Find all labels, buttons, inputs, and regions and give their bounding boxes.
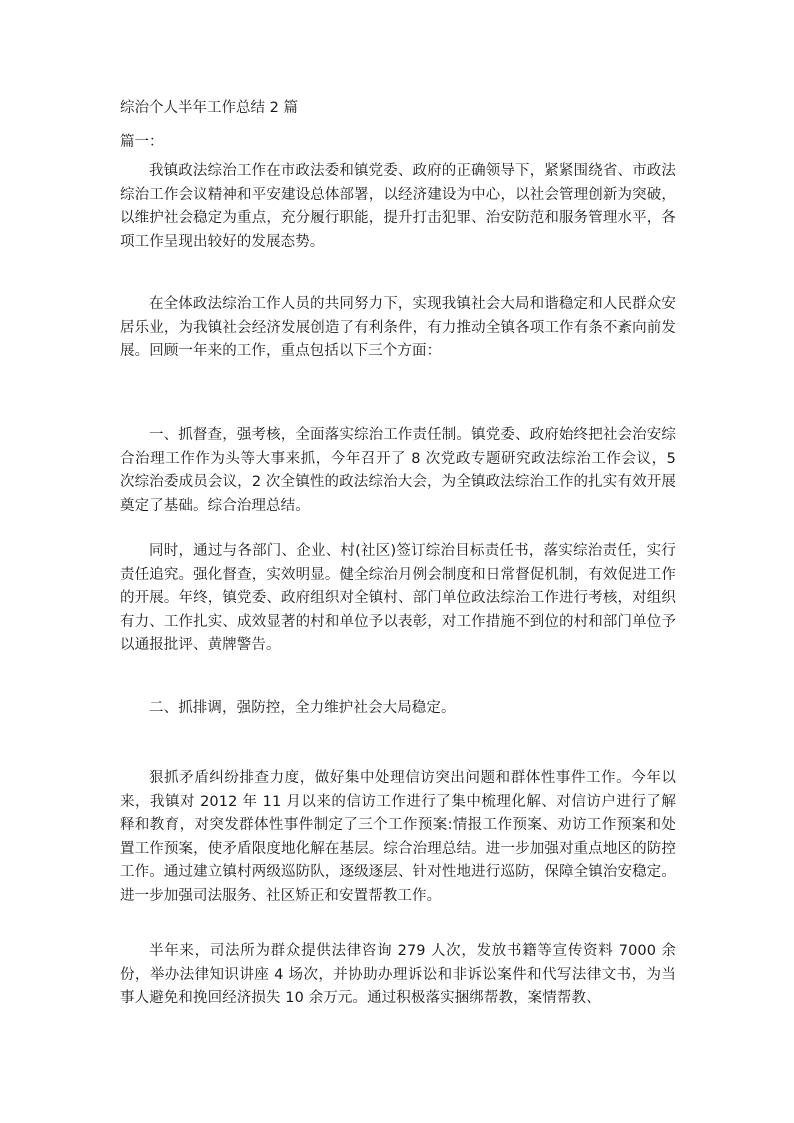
paragraph-judicial-services: 半年来，司法所为群众提供法律咨询 279 人次，发放书籍等宣传资料 7000 余份，举办法律知识讲座 4 场次，并协助办理诉讼和非诉讼案件和代写法律文书，为当事人避免和挽回经济损失 10 余万元。通过积极落实捆绑帮教，案情帮教、 [120, 943, 676, 1006]
paragraph-responsibility: 同时，通过与各部门、企业、村(社区)签订综治目标责任书，落实综治责任，实行责任追究。强化督查，实效明显。健全综治月例会制度和日常督促机制，有效促进工作的开展。年终，镇党委、政府组织对全镇村、部门单位政法综治工作进行考核，对组织有力、工作扎实、成效显著的村和单位予以表彰，对工作措施不到位的村和部门单位予以通报批评、黄牌警告。 [120, 543, 676, 653]
section-label: 篇一： [120, 134, 164, 150]
paragraph-section-two-heading: 二、抓排调，强防控，全力维护社会大局稳定。 [149, 700, 456, 716]
paragraph-intro: 我镇政法综治工作在市政法委和镇党委、政府的正确领导下，紧紧围绕省、市政法综治工作会议精神和平安建设总体部署，以经济建设为中心，以社会管理创新为突破，以维护社会稳定为重点，充分履行职能，提升打击犯罪、治安防范和服务管理水平，各项工作呈现出较好的发展态势。 [120, 163, 676, 250]
document-title: 综治个人半年工作总结 2 篇 [120, 100, 298, 116]
paragraph-dispute-resolution: 狠抓矛盾纠纷排查力度，做好集中处理信访突出问题和群体性事件工作。今年以来，我镇对 2012 年 11 月以来的信访工作进行了集中梳理化解、对信访户进行了解释和教育，对突发群体性事件制定了三个工作预案:情报工作预案、劝访工作预案和处置工作预案，使矛盾限度地化解在基层。综合治理总结。进一步加强对重点地区的防控工作。通过建立镇村两级巡防队，逐级逐层、针对性地进行巡防，保障全镇治安稳定。进一步加强司法服务、社区矫正和安置帮教工作。 [120, 770, 676, 904]
paragraph-overview: 在全体政法综治工作人员的共同努力下，实现我镇社会大局和谐稳定和人民群众安居乐业，为我镇社会经济发展创造了有利条件，有力推动全镇各项工作有条不紊向前发展。回顾一年来的工作，重点包括以下三个方面： [120, 296, 676, 359]
paragraph-section-one: 一、抓督查，强考核，全面落实综治工作责任制。镇党委、政府始终把社会治安综合治理工作作为头等大事来抓，今年召开了 8 次党政专题研究政法综治工作会议，5 次综治委成员会议，2 次全镇性的政法综治大会，为全镇政法综治工作的扎实有效开展奠定了基础。综合治理总结。 [120, 427, 676, 514]
